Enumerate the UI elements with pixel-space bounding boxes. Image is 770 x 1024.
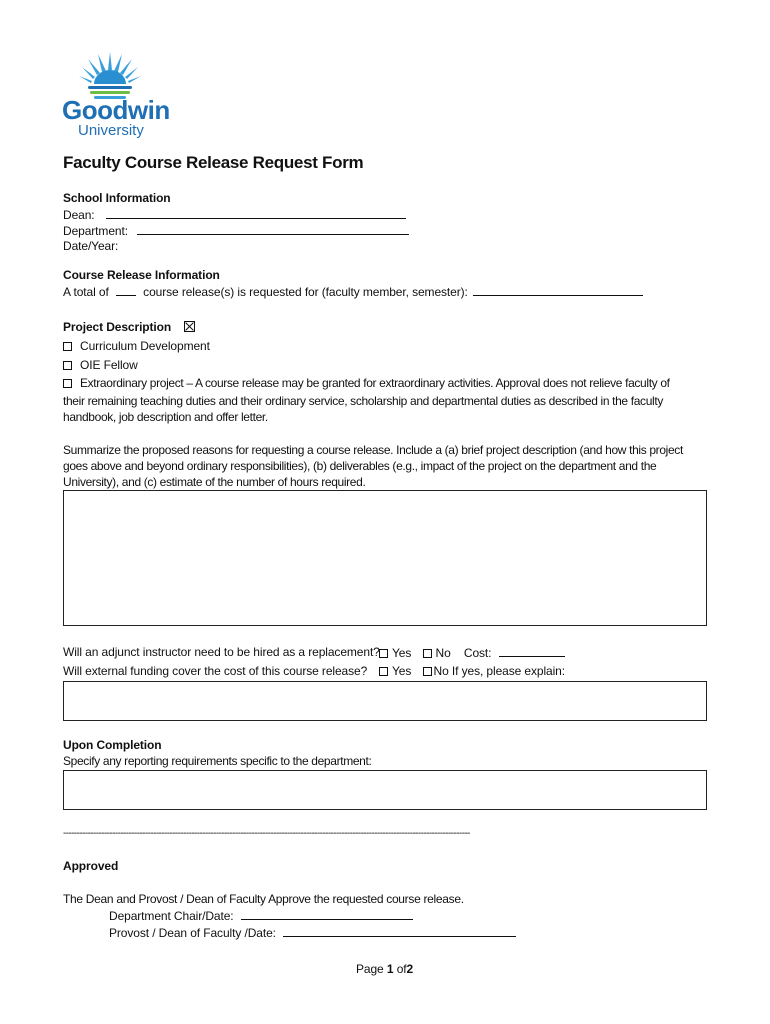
completion-subtext: Specify any reporting requirements specific to the department: xyxy=(63,754,372,768)
chair-signature-field[interactable] xyxy=(241,908,413,920)
extraordinary-checkbox[interactable] xyxy=(63,379,72,388)
goodwin-logo xyxy=(58,48,168,140)
adjunct-no-label: No xyxy=(435,646,451,660)
logo-subtitle: University xyxy=(78,122,144,139)
extraordinary-line2: their remaining teaching duties and their ordinary service, scholarship and departmental duties as described in the faculty xyxy=(63,394,663,408)
dean-label: Dean: xyxy=(63,208,95,222)
cost-label: Cost: xyxy=(463,646,492,660)
project-heading: Project Description xyxy=(63,320,172,334)
summary-line1: Summarize the proposed reasons for requesting a course release. Include a (a) brief project description (and how this project xyxy=(63,443,683,457)
department-row xyxy=(63,223,409,239)
approved-heading: Approved xyxy=(63,859,119,873)
summary-line2: goes above and beyond ordinary responsibilities), (b) deliverables (e.g., impact of the project on the department and the xyxy=(63,459,657,473)
oie-fellow-label: OIE Fellow xyxy=(80,358,138,372)
chair-label: Department Chair/Date: xyxy=(109,909,234,923)
option-extraordinary[interactable] xyxy=(63,376,670,391)
extraordinary-label: Extraordinary project – A course release may be granted for extraordinary activities. Approval does not relieve faculty of xyxy=(80,376,670,390)
total-label: A total of xyxy=(63,285,109,299)
funding-yes-label: Yes xyxy=(392,664,412,678)
option-oie-fellow[interactable] xyxy=(63,358,138,373)
adjunct-yes-checkbox[interactable] xyxy=(379,649,388,658)
release-request-label: course release(s) is requested for (faculty member, semester): xyxy=(143,285,468,299)
page-title: Faculty Course Release Request Form xyxy=(63,153,364,172)
logo-wordmark: Goodwin xyxy=(62,95,170,125)
dean-row xyxy=(63,207,406,223)
cost-field[interactable] xyxy=(499,645,565,657)
curriculum-checkbox[interactable] xyxy=(63,342,72,351)
approval-statement: The Dean and Provost / Dean of Faculty Approve the requested course release. xyxy=(63,892,464,906)
extraordinary-line3: handbook, job description and offer letter. xyxy=(63,410,268,424)
department-label: Department: xyxy=(63,224,128,238)
completion-heading: Upon Completion xyxy=(63,738,162,752)
curriculum-label: Curriculum Development xyxy=(80,339,210,353)
provost-signature-field[interactable] xyxy=(283,925,516,937)
funding-no-checkbox[interactable] xyxy=(423,667,432,676)
course-release-heading: Course Release Information xyxy=(63,268,220,282)
department-field[interactable] xyxy=(137,223,409,235)
provost-row xyxy=(109,925,516,941)
project-heading-row xyxy=(63,320,195,335)
provost-label: Provost / Dean of Faculty /Date: xyxy=(109,926,276,940)
summary-textarea[interactable] xyxy=(63,490,707,626)
completion-textarea[interactable] xyxy=(63,770,707,810)
dean-field[interactable] xyxy=(106,207,406,219)
oie-fellow-checkbox[interactable] xyxy=(63,361,72,370)
course-release-row xyxy=(63,284,643,300)
funding-options xyxy=(379,664,565,679)
page-total: 2 xyxy=(406,962,414,976)
project-checked-checkbox[interactable] xyxy=(184,321,195,332)
summary-line3: University), and (c) estimate of the number of hours required. xyxy=(63,475,366,489)
funding-explain-textarea[interactable] xyxy=(63,681,707,721)
funding-question: Will external funding cover the cost of this course release? xyxy=(63,664,368,678)
page-word: Page xyxy=(356,962,384,976)
page-current: 1 xyxy=(386,962,394,976)
adjunct-question-row xyxy=(63,645,380,660)
adjunct-yes-label: Yes xyxy=(392,646,412,660)
funding-yes-checkbox[interactable] xyxy=(379,667,388,676)
funding-no-explain-label: No If yes, please explain: xyxy=(433,664,565,678)
page-of: of xyxy=(396,962,407,976)
option-curriculum[interactable] xyxy=(63,339,210,354)
chair-row xyxy=(109,908,413,924)
adjunct-question: Will an adjunct instructor need to be hired as a replacement? xyxy=(63,645,380,659)
faculty-semester-field[interactable] xyxy=(473,284,643,296)
page-number xyxy=(356,962,413,977)
school-info-heading: School Information xyxy=(63,191,171,205)
sunrise-emblem-icon xyxy=(58,48,168,100)
dashed-divider: ----------------------------------------------------------------------------------------------------------------------------------------------------- xyxy=(63,828,470,839)
adjunct-options xyxy=(379,645,565,661)
adjunct-no-checkbox[interactable] xyxy=(423,649,432,658)
release-count-field[interactable] xyxy=(116,284,136,296)
date-year-label: Date/Year: xyxy=(63,239,119,253)
